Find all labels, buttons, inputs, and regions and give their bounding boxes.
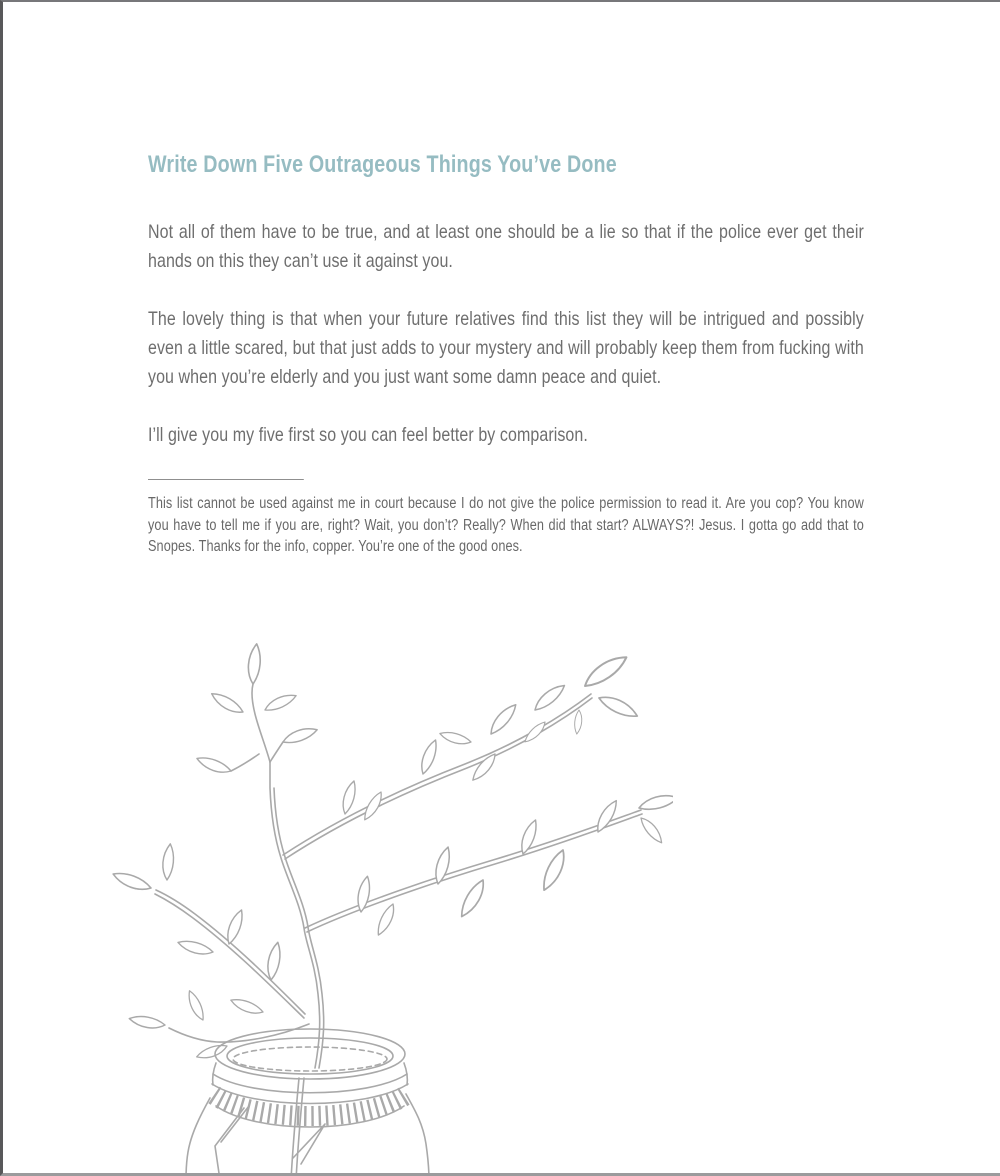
body-paragraph-3: I’ll give you my five first so you can feel better by comparison. — [148, 424, 588, 446]
text-column — [148, 152, 864, 558]
footnote-text: This list cannot be used against me in court because I do not give the police permission to read it. Are you cop? You know you have to tell me if you are, right? Wait, you don’t? Really? When did that start? ALWAYS?! Jesus. I gotta go add that to Snopes. Thanks for the info, copper. You’re one of the good ones. — [148, 495, 864, 555]
body-paragraph-2: The lovely thing is that when your future relatives find this list they will be intrigued and possibly even a little scared, but that just adds to your mystery and will probably keep them from fucking with you when you’re elderly and you just want some damn peace and quiet. — [148, 308, 864, 388]
body-paragraph-1: Not all of them have to be true, and at least one should be a lie so that if the police ever get their hands on this they can’t use it against you. — [148, 221, 864, 272]
footnote-divider — [148, 479, 304, 480]
leaves — [113, 644, 673, 1062]
branch-in-mason-jar-illustration — [93, 622, 673, 1176]
page-title: Write Down Five Outrageous Things You’ve Done — [148, 151, 617, 178]
branch-stems — [155, 684, 642, 1068]
